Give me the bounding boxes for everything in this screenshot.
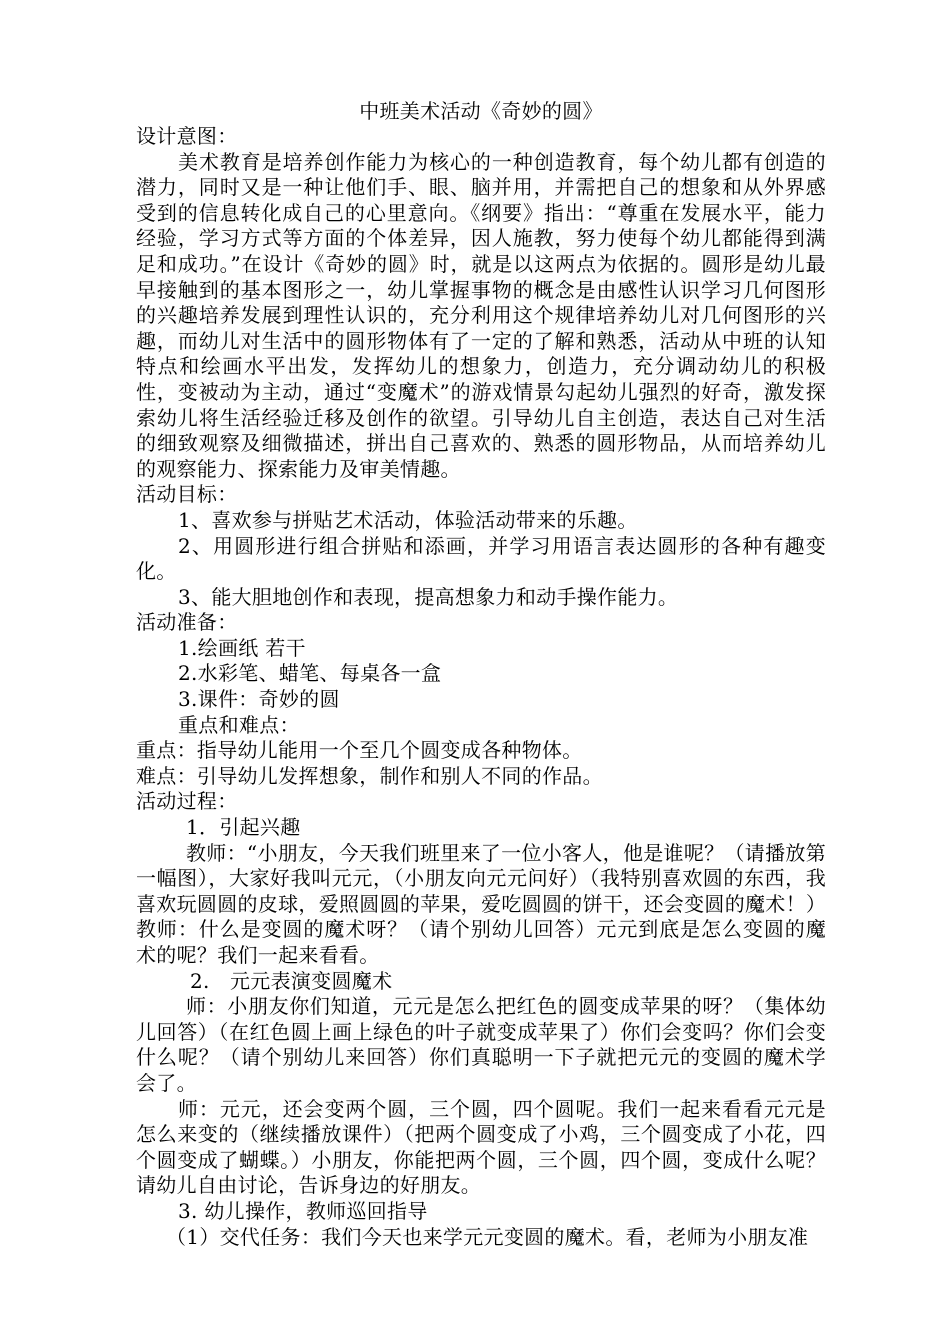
- step-1-paragraph-2: 教师：什么是变圆的魔术呀？（请个别幼儿回答）元元到底是怎么变圆的魔术的呢？我们一起来看看。: [136, 917, 826, 967]
- step-3-title: 3. 幼儿操作，教师巡回指导: [178, 1198, 428, 1223]
- difficulty-text: 难点：引导幼儿发挥想象，制作和别人不同的作品。: [136, 763, 603, 788]
- process-heading: 活动过程：: [136, 789, 238, 814]
- design-intent-heading: 设计意图：: [136, 124, 238, 148]
- goals-heading: 活动目标：: [136, 482, 238, 507]
- preparation-item-1: 1.绘画纸 若干: [178, 635, 306, 660]
- document-body: [136, 98, 826, 1250]
- step-2-paragraph-1: 师：小朋友你们知道，元元是怎么把红色的圆变成苹果的呀？（集体幼儿回答）（在红色圆上画上绿色的叶子就变成苹果了）你们会变吗？你们会变什么呢？（请个别幼儿来回答）你们真聪明一下子就把元元的变圆的魔术学会了。: [136, 994, 826, 1095]
- goal-item-1: 1、喜欢参与拼贴艺术活动，体验活动带来的乐趣。: [178, 507, 638, 532]
- preparation-item-3: 3.课件：奇妙的圆: [178, 687, 340, 712]
- step-2-paragraph-2: 师：元元，还会变两个圆，三个圆，四个圆呢。我们一起来看看元元是怎么来变的（继续播放课件）（把两个圆变成了小鸡，三个圆变成了小花，四个圆变成了蝴蝶。）小朋友，你能把两个圆，三个圆，四个圆，变成什么呢？请幼儿自由讨论，告诉身边的好朋友。: [136, 1096, 826, 1198]
- step-3-paragraph-1: （1）交代任务：我们今天也来学元元变圆的魔术。看，老师为小朋友准: [166, 1224, 809, 1249]
- design-intent-paragraph: 美术教育是培养创作能力为核心的一种创造教育，每个幼儿都有创造的潜力，同时又是一种让他们手、眼、脑并用，并需把自己的想象和从外界感受到的信息转化成自己的心里意向。《纲要》指出：“尊重在发展水平，能力经验，学习方式等方面的个体差异，因人施教，努力使每个幼儿都能得到满足和成功。”在设计《奇妙的圆》时，就是以这两点为依据的。圆形是幼儿最早接触到的基本图形之一，幼儿掌握事物的概念是由感性认识学习几何图形的兴趣培养发展到理性认识的，充分利用这个规律培养幼儿对几何图形的兴趣，而幼儿对生活中的圆形物体有了一定的了解和熟悉，活动从中班的认知特点和绘画水平出发，发挥幼儿的想象力，创造力，充分调动幼儿的积极性，变被动为主动，通过“变魔术”的游戏情景勾起幼儿强烈的好奇，激发探索幼儿将生活经验迁移及创作的欲望。引导幼儿自主创造，表达自己对生活的细致观察及细微描述，拼出自己喜欢的、熟悉的圆形物品，从而培养幼儿的观察能力、探索能力及审美情趣。: [136, 149, 826, 481]
- key-points-heading: 重点和难点：: [178, 712, 300, 737]
- step-1-title: 1．引起兴趣: [186, 815, 301, 840]
- key-point-text: 重点：指导幼儿能用一个至几个圆变成各种物体。: [136, 738, 583, 763]
- goal-item-3: 3、能大胆地创作和表现，提高想象力和动手操作能力。: [178, 584, 679, 609]
- document-title: 中班美术活动《奇妙的圆》: [359, 99, 603, 123]
- goal-item-2: 2、用圆形进行组合拼贴和添画，并学习用语言表达圆形的各种有趣变化。: [136, 533, 826, 584]
- preparation-item-2: 2.水彩笔、蜡笔、每桌各一盒: [178, 661, 442, 686]
- preparation-heading: 活动准备：: [136, 610, 238, 635]
- step-1-paragraph-1: 教师：“小朋友，今天我们班里来了一位小客人，他是谁呢？（请播放第一幅图），大家好我叫元元，（小朋友向元元问好）（我特别喜欢圆的东西，我喜欢玩圆圆的皮球，爱照圆圆的苹果，爱吃圆圆的饼干，还会变圆的魔术！）: [136, 840, 827, 916]
- step-2-title: 2. 元元表演变圆魔术: [190, 968, 393, 993]
